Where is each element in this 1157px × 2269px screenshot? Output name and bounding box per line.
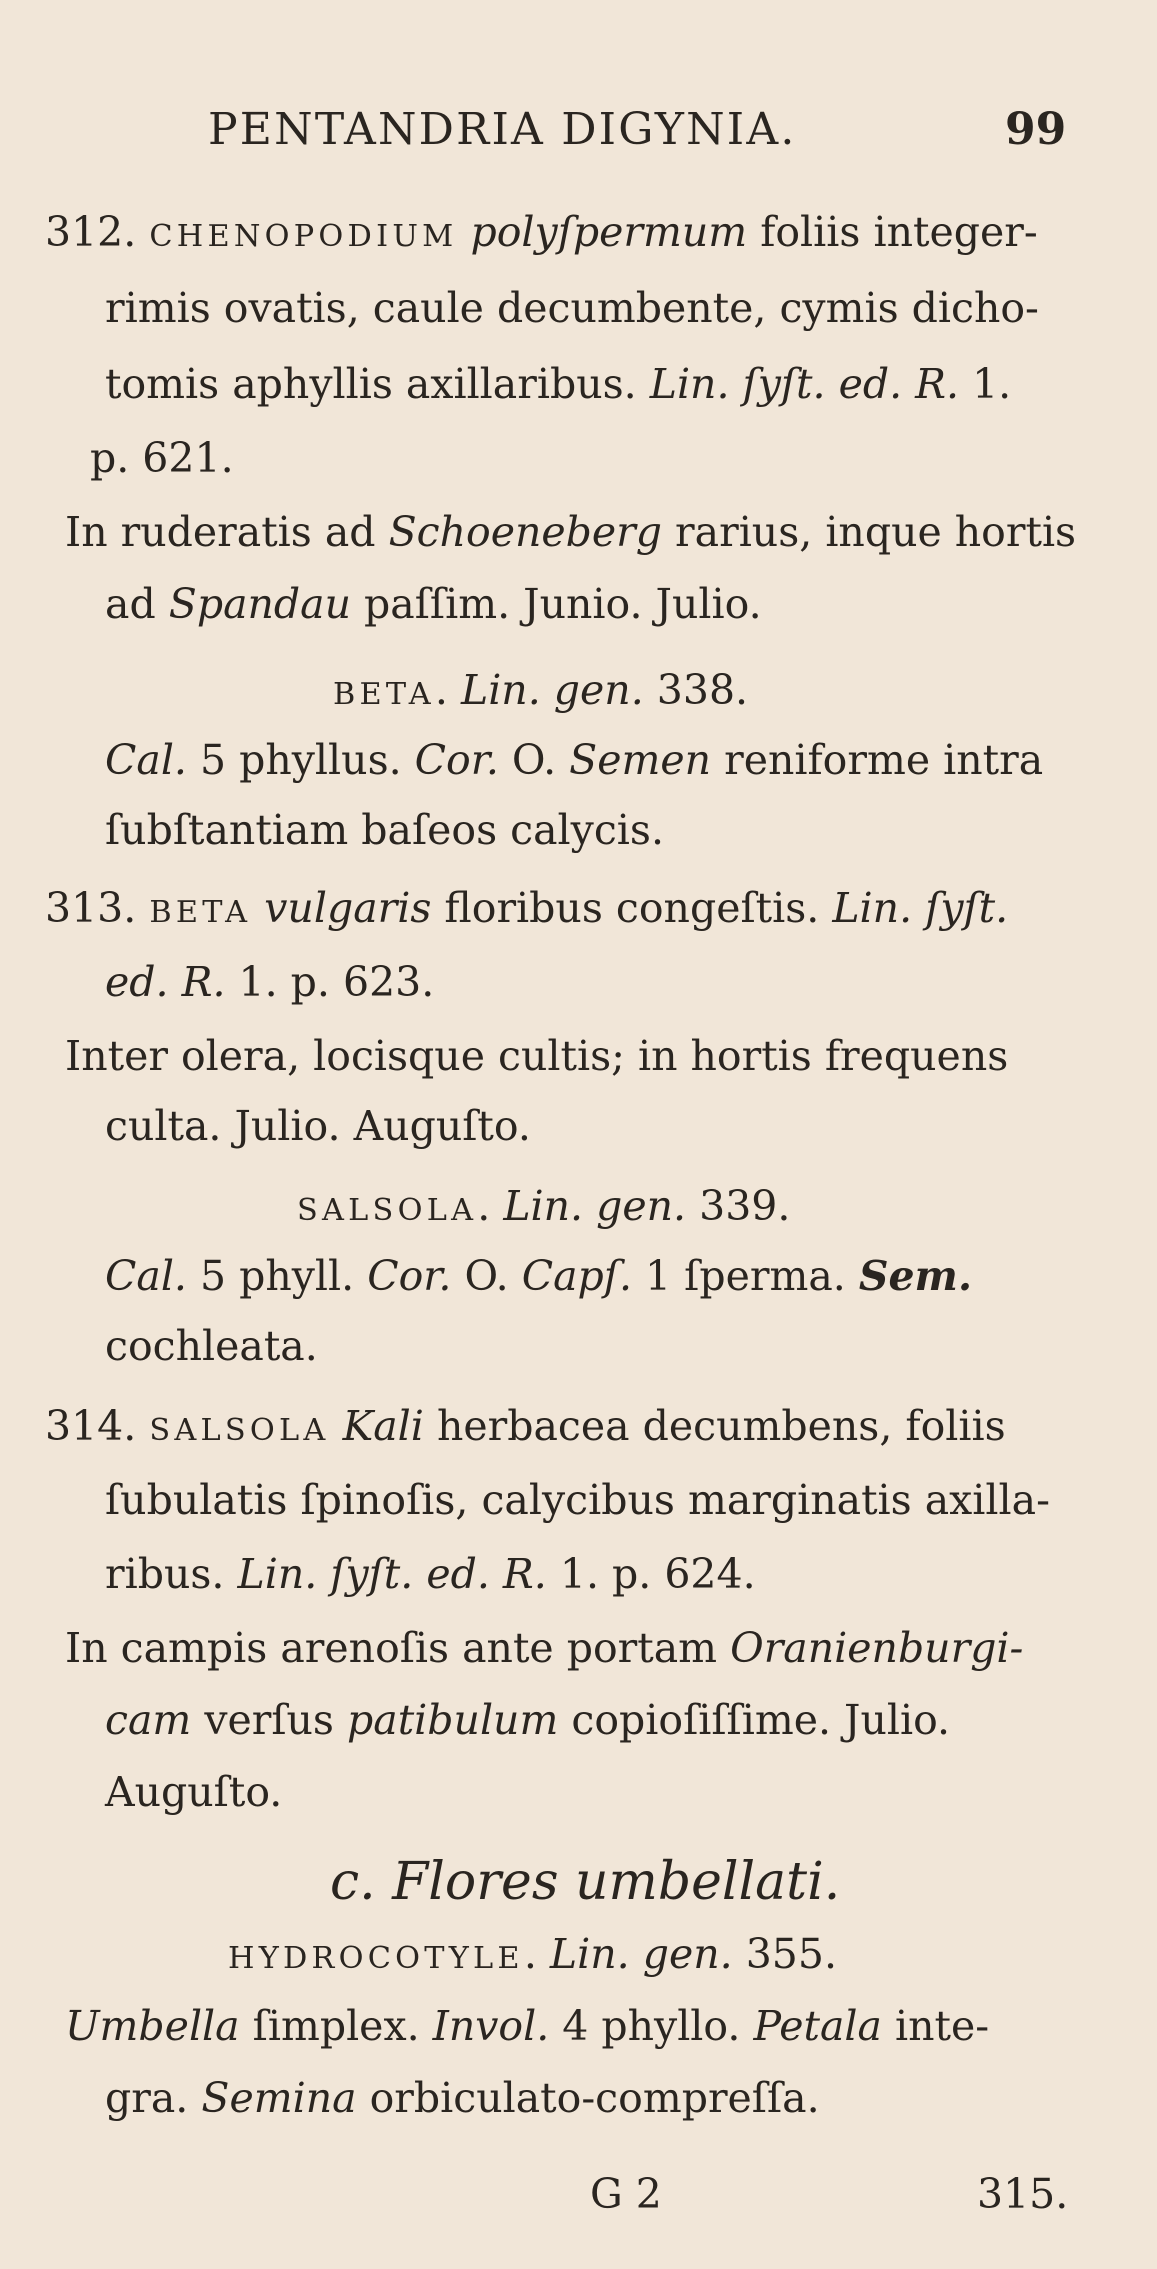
italic-text: patibulum — [347, 1696, 559, 1744]
text: . — [434, 666, 461, 714]
text: ad — [105, 580, 169, 628]
text-line — [65, 1032, 1009, 1080]
text-line — [105, 1476, 1050, 1524]
text: 355. — [732, 1930, 837, 1978]
text: verſus — [191, 1696, 348, 1744]
text-line — [105, 806, 664, 854]
text: gra. — [105, 2074, 202, 2122]
text-line — [105, 1550, 756, 1598]
text — [457, 208, 470, 256]
text: 338. — [643, 666, 749, 714]
text-line — [297, 1182, 791, 1230]
text-line — [65, 508, 1077, 556]
text: c. Flores umbellati. — [330, 1852, 841, 1912]
italic-text: Cal. — [105, 1252, 187, 1300]
italic-text: Invol. — [432, 2002, 550, 2050]
italic-text: Umbella — [65, 2002, 240, 2050]
text: O. — [498, 736, 570, 784]
italic-text: Petala — [753, 2002, 882, 2050]
text-line — [90, 434, 234, 482]
italic-text: Lin. ſyſt. — [832, 884, 1009, 932]
italic-text: Semen — [569, 736, 712, 784]
text: ſimplex. — [239, 2002, 433, 2050]
catchword: 315. — [977, 2170, 1069, 2218]
genus-name: SALSOLA — [149, 1413, 330, 1448]
text-line — [65, 1624, 1024, 1672]
text-line — [105, 360, 1012, 408]
text: rimis ovatis, caule decumbente, cymis dicho- — [105, 284, 1039, 332]
text-line — [105, 2074, 820, 2122]
text: ſubſtantiam baſeos calycis. — [105, 806, 664, 854]
text: 313. — [45, 884, 150, 932]
genus-name: HYDROCOTYLE — [228, 1941, 524, 1976]
text: orbiculato-compreſſa. — [356, 2074, 820, 2122]
italic-text: vulgaris — [264, 884, 432, 932]
text-line — [45, 884, 1009, 932]
genus-name: CHENOPODIUM — [149, 219, 458, 254]
text-line — [45, 208, 1038, 256]
text-line — [105, 958, 435, 1006]
text: copioſiſſime. Julio. — [558, 1696, 951, 1744]
text-line — [45, 1402, 1006, 1450]
text-line — [333, 666, 749, 714]
page-number: 99 — [1005, 104, 1067, 155]
italic-text: Kali — [342, 1402, 424, 1450]
text-line — [105, 580, 762, 628]
text: ſubulatis ſpinoſis, calycibus marginatis axilla- — [105, 1476, 1050, 1524]
text: ribus. — [105, 1550, 238, 1598]
text: 314. — [45, 1402, 150, 1450]
text: 5 phyll. — [186, 1252, 368, 1300]
text: 4 phyllo. — [549, 2002, 754, 2050]
text — [330, 1402, 343, 1450]
italic-text: Lin. gen. — [503, 1182, 687, 1230]
italic-text: cam — [105, 1696, 192, 1744]
italic-text: Lin. gen. — [549, 1930, 733, 1978]
italic-text: Cor. — [367, 1252, 452, 1300]
running-head: PENTANDRIA DIGYNIA. — [208, 104, 797, 155]
italic-text: Oranienburgi- — [730, 1624, 1024, 1672]
text-line — [105, 736, 1044, 784]
text-line — [228, 1930, 837, 1978]
italic-text: Cor. — [414, 736, 499, 784]
italic-text: Capſ. — [521, 1252, 633, 1300]
text: In campis arenoſis ante portam — [65, 1624, 731, 1672]
text — [136, 208, 149, 256]
text-line — [105, 1252, 973, 1300]
text: O. — [451, 1252, 522, 1300]
text: reniforme intra — [711, 736, 1044, 784]
text: p. 621. — [90, 434, 234, 482]
italic-text: Cal. — [105, 736, 187, 784]
text: . — [477, 1182, 504, 1230]
italic-text: polyſpermum — [470, 208, 748, 256]
italic-text: Semina — [201, 2074, 357, 2122]
text-line — [105, 1322, 318, 1370]
text: inte- — [881, 2002, 990, 2050]
text: herbacea decumbens, foliis — [423, 1402, 1006, 1450]
text: 1. p. 623. — [225, 958, 435, 1006]
italic-text: Schoeneberg — [388, 508, 663, 556]
text-line — [65, 2002, 990, 2050]
genus-name: BETA — [149, 895, 252, 930]
text: tomis aphyllis axillaribus. — [105, 360, 650, 408]
text: floribus congeſtis. — [431, 884, 833, 932]
text: 5 phyllus. — [186, 736, 415, 784]
text-line — [330, 1852, 841, 1912]
genus-name: BETA — [333, 677, 435, 712]
text: Auguſto. — [105, 1768, 283, 1816]
text: Inter olera, locisque cultis; in hortis frequens — [65, 1032, 1009, 1080]
text: 339. — [686, 1182, 791, 1230]
text: 312. — [45, 208, 137, 256]
text: cochleata. — [105, 1322, 318, 1370]
text: paſſim. Junio. Julio. — [351, 580, 762, 628]
italic-text: Lin. gen. — [460, 666, 644, 714]
text: In ruderatis ad — [65, 508, 389, 556]
text: . — [523, 1930, 550, 1978]
genus-name: SALSOLA — [297, 1193, 478, 1228]
text-line — [105, 1768, 283, 1816]
italic-text: Spandau — [168, 580, 352, 628]
italic-text: Lin. ſyſt. ed. R. — [237, 1550, 547, 1598]
text: foliis integer- — [747, 208, 1038, 256]
text-line — [105, 1696, 951, 1744]
text: rarius, inque hortis — [662, 508, 1077, 556]
signature-mark: G 2 — [590, 2170, 662, 2218]
text: 1 ſperma. — [632, 1252, 859, 1300]
text: culta. Julio. Auguſto. — [105, 1102, 531, 1150]
text — [251, 884, 264, 932]
text: 1. — [959, 360, 1012, 408]
italic-text: Lin. ſyſt. ed. R. — [649, 360, 960, 408]
italic-text: Sem. — [858, 1252, 973, 1300]
text-line — [105, 284, 1039, 332]
italic-text: ed. R. — [105, 958, 226, 1006]
text-line — [105, 1102, 531, 1150]
text: 1. p. 624. — [546, 1550, 756, 1598]
